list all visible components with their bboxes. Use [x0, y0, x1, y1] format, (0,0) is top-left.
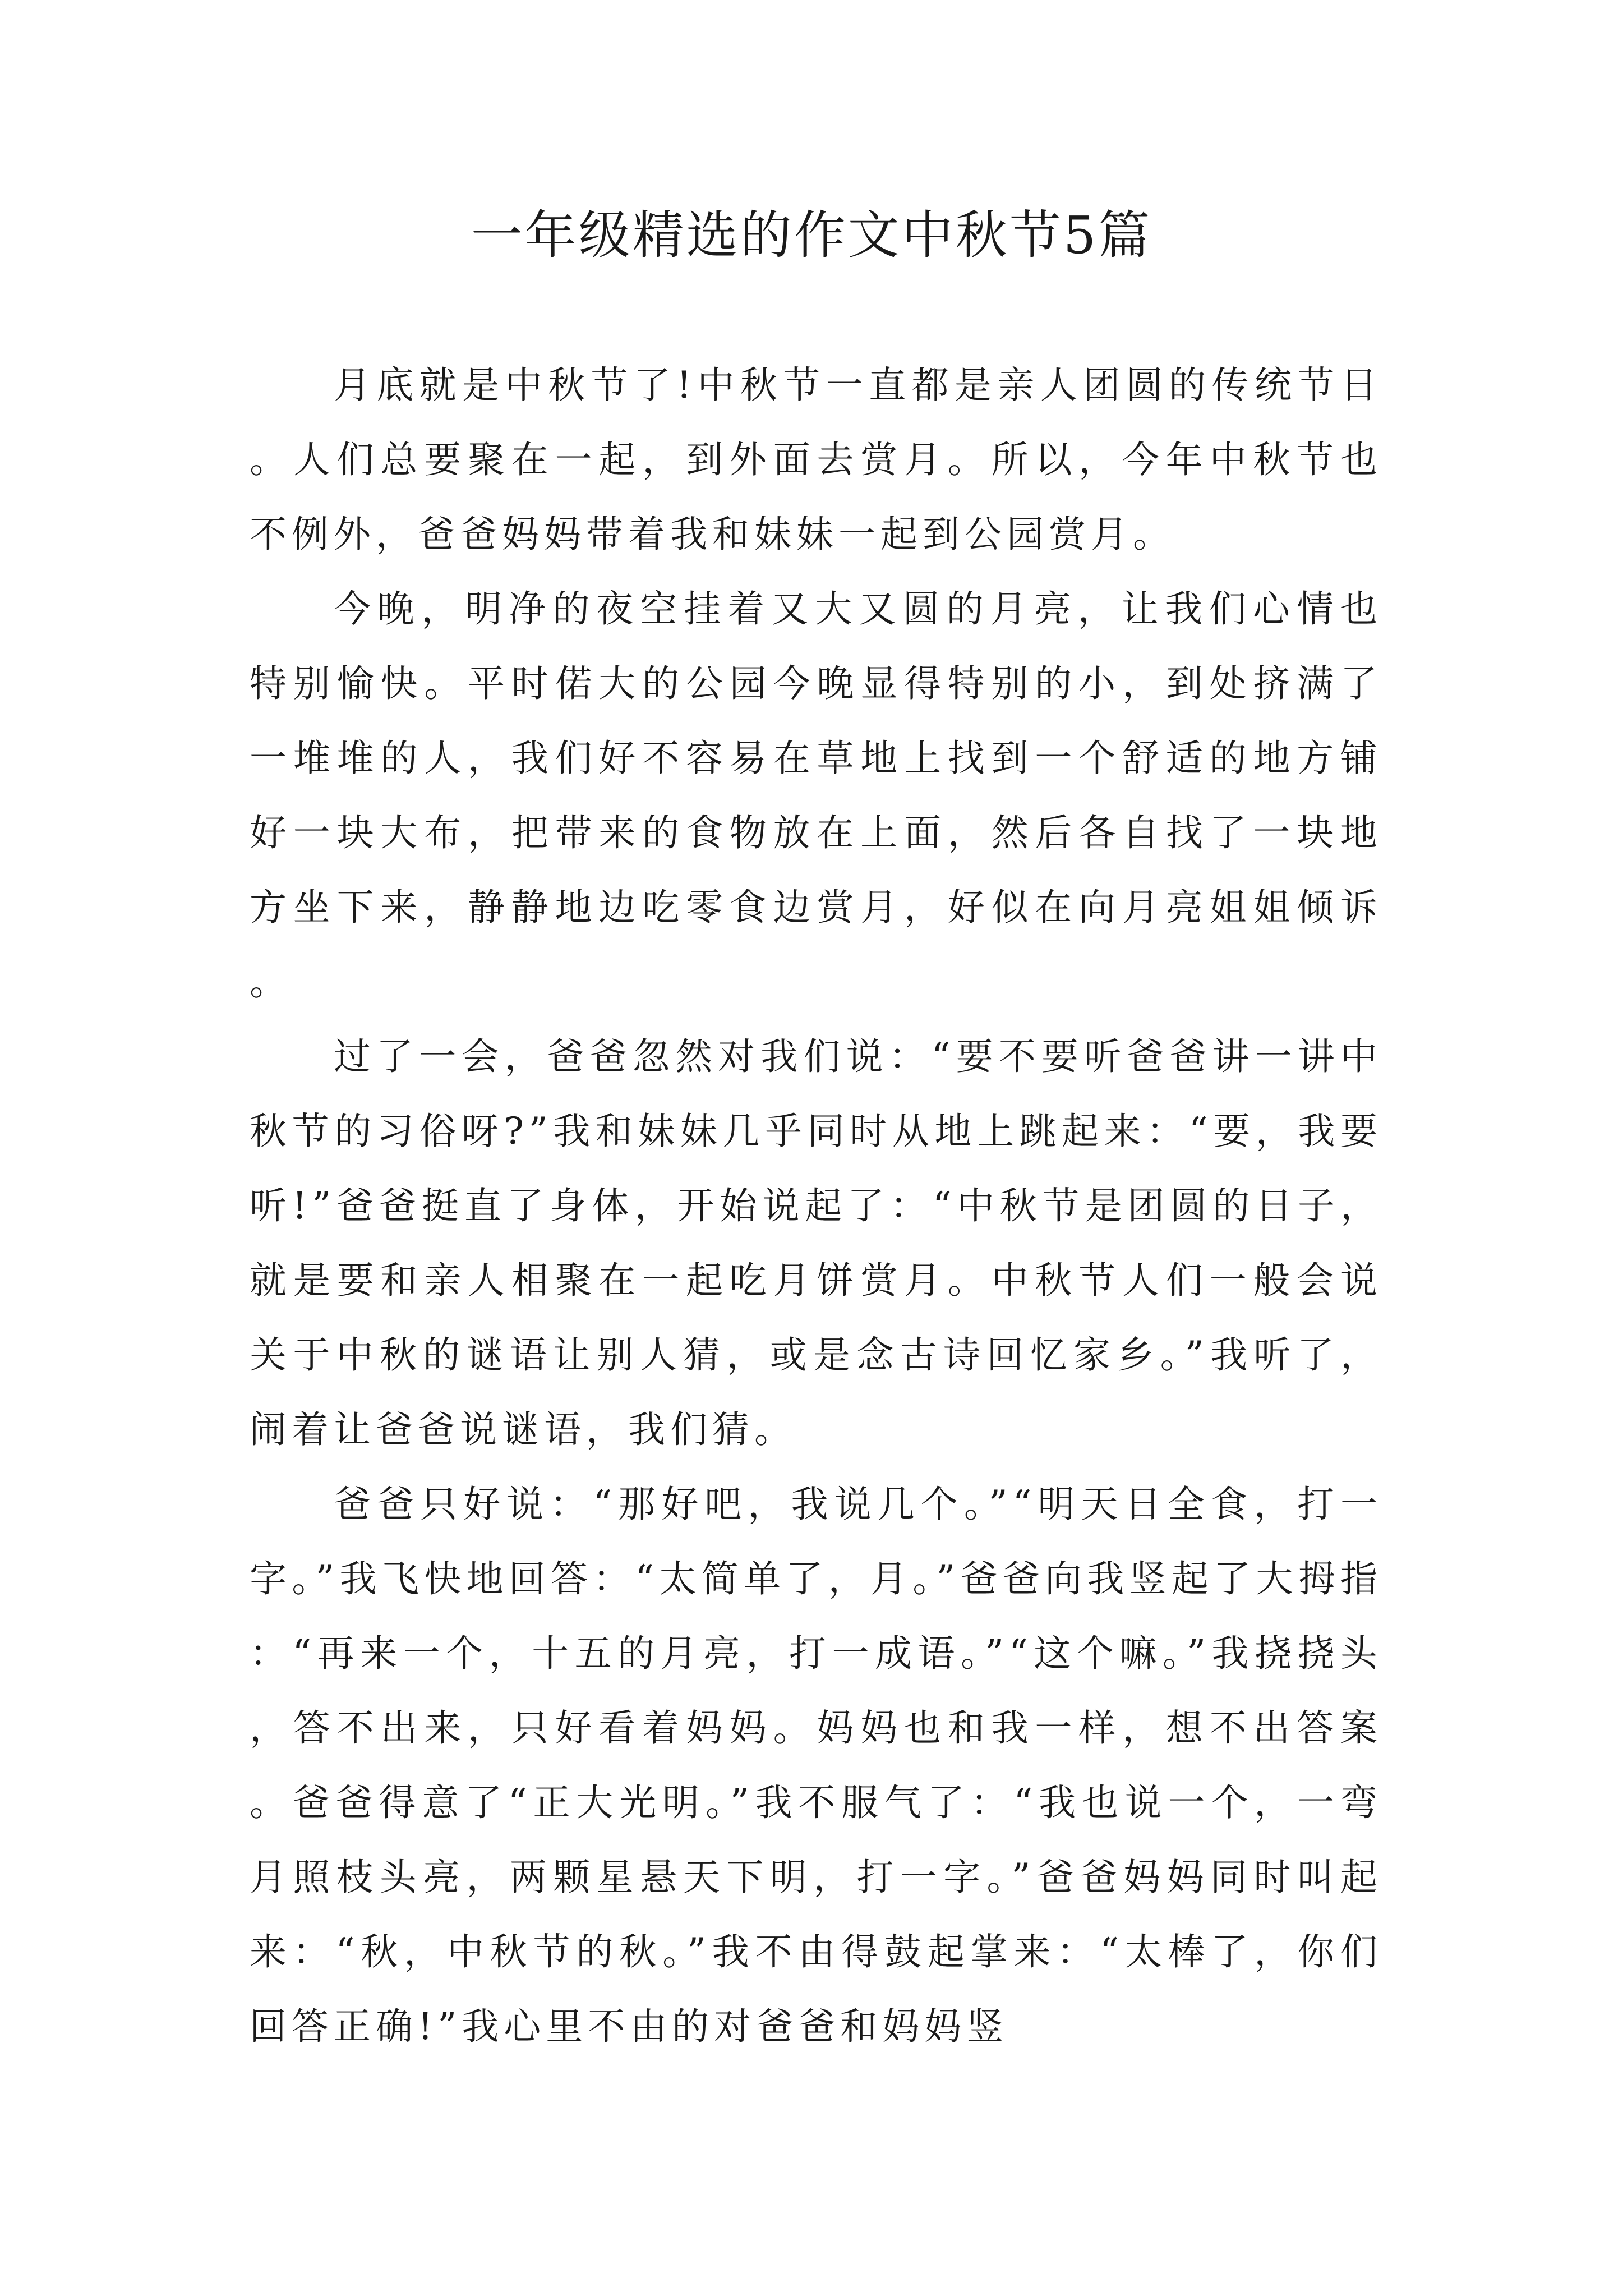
paragraph-1: 月底就是中秋节了!中秋节一直都是亲人团圆的传统节日。人们总要聚在一起，到外面去赏月。所以，今年中秋节也不例外，爸爸妈妈带着我和妹妹一起到公园赏月。	[250, 364, 1382, 556]
document-title: 一年级精选的作文中秋节5篇	[471, 205, 1152, 265]
paragraph-2: 今晚，明净的夜空挂着又大又圆的月亮，让我们心情也特别愉快。平时偌大的公园今晚显得特别的小，到处挤满了一堆堆的人，我们好不容易在草地上找到一个舒适的地方铺好一块大布，把带来的食物放在上面，然后各自找了一块地方坐下来，静静地边吃零食边赏月，好似在向月亮姐姐倾诉。	[250, 587, 1382, 1004]
paragraph-4: 爸爸只好说：“那好吧，我说几个。”“明天日全食，打一字。”我飞快地回答：“太简单了，月。”爸爸向我竖起了大拇指：“再来一个，十五的月亮，打一成语。”“这个嘛。”我挠挠头，答不出来，只好看着妈妈。妈妈也和我一样，想不出答案。爸爸得意了“正大光明。”我不服气了：“我也说一个，一弯月照枝头亮，两颗星悬天下明，打一字。”爸爸妈妈同时叫起来：“秋，中秋节的秋。”我不由得鼓起掌来：“太棒了，你们回答正确!”我心里不由的对爸爸和妈妈竖	[250, 1483, 1382, 2048]
document-body	[250, 348, 1382, 2064]
paragraph-3: 过了一会，爸爸忽然对我们说：“要不要听爸爸讲一讲中秋节的习俗呀?”我和妹妹几乎同时从地上跳起来：“要，我要听!”爸爸挺直了身体，开始说起了：“中秋节是团圆的日子，就是要和亲人相聚在一起吃月饼赏月。中秋节人们一般会说关于中秋的谜语让别人猜，或是念古诗回忆家乡。”我听了，闹着让爸爸说谜语，我们猜。	[250, 1035, 1382, 1451]
